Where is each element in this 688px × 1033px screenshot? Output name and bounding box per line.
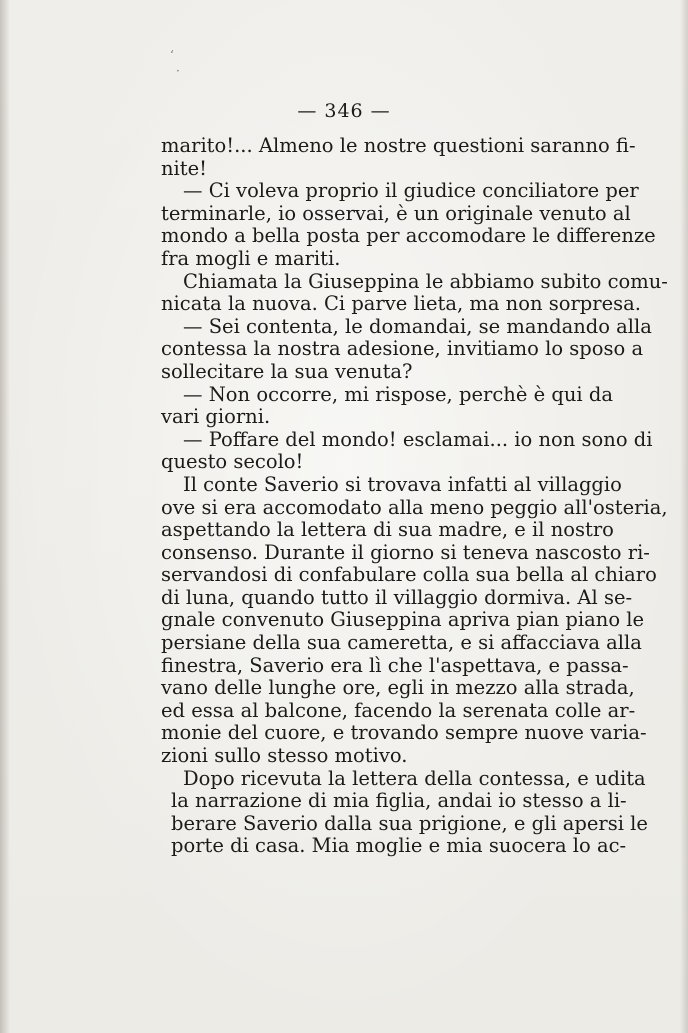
body-text xyxy=(161,134,668,858)
text-line: — Ci voleva proprio il giudice conciliatore per xyxy=(183,179,639,203)
text-line: ove si era accomodato alla meno peggio all'osteria, xyxy=(161,495,668,519)
text-line: gnale convenuto Giuseppina apriva pian piano le xyxy=(161,608,645,632)
text-line: marito!... Almeno le nostre questioni saranno fi- xyxy=(161,134,636,157)
text-line: terminarle, io osservai, è un originale venuto al xyxy=(161,201,631,225)
text-line: questo secolo! xyxy=(161,450,304,474)
text-line: aspettando la lettera di sua madre, e il nostro xyxy=(161,518,614,542)
text-line: berare Saverio dalla sua prigione, e gli apersi le xyxy=(171,811,648,835)
text-line: — Poffare del mondo! esclamai... io non sono di xyxy=(183,427,653,451)
text-line: monie del cuore, e trovando sempre nuove varia- xyxy=(161,721,647,745)
page-left-edge-shadow xyxy=(0,0,10,1033)
text-line: ed essa al balcone, facendo la serenata colle ar- xyxy=(161,698,636,722)
page-number: — 346 — xyxy=(297,100,391,122)
text-line: fra mogli e mariti. xyxy=(161,246,341,270)
text-line: finestra, Saverio era lì che l'aspettava, e passa- xyxy=(161,653,629,677)
text-line: persiane della sua cameretta, e si affacciava alla xyxy=(161,631,642,655)
text-line: — Sei contenta, le domandai, se mandando alla xyxy=(183,314,652,338)
text-line: contessa la nostra adesione, invitiamo lo sposo a xyxy=(161,337,644,361)
decorative-speck: · xyxy=(176,64,180,78)
text-line: Dopo ricevuta la lettera della contessa, e udita xyxy=(183,766,646,790)
text-line: sollecitare la sua venuta? xyxy=(161,359,413,383)
text-line: servandosi di confabulare colla sua bella al chiaro xyxy=(161,563,657,587)
page-right-edge-shadow xyxy=(680,0,688,1033)
text-line: di luna, quando tutto il villaggio dormiva. Al se- xyxy=(161,585,633,609)
text-line: Chiamata la Giuseppina le abbiamo subito comu- xyxy=(183,269,668,293)
text-line: la narrazione di mia figlia, andai io stesso a li- xyxy=(171,789,627,813)
text-line: Il conte Saverio si trovava infatti al villaggio xyxy=(183,472,622,496)
text-line: vari giorni. xyxy=(161,405,271,429)
text-line: nite! xyxy=(161,156,208,180)
text-line: vano delle lunghe ore, egli in mezzo alla strada, xyxy=(161,676,635,700)
text-line: zioni sullo stesso motivo. xyxy=(161,744,408,768)
text-line: consenso. Durante il giorno si teneva nascosto ri- xyxy=(161,540,650,564)
text-line: nicata la nuova. Ci parve lieta, ma non sorpresa. xyxy=(161,292,641,316)
text-line: mondo a bella posta per accomodare le differenze xyxy=(161,224,656,248)
text-line: porte di casa. Mia moglie e mia suocera lo ac- xyxy=(171,834,627,858)
text-line: — Non occorre, mi rispose, perchè è qui da xyxy=(183,382,613,406)
decorative-speck: ʻ xyxy=(170,48,174,62)
